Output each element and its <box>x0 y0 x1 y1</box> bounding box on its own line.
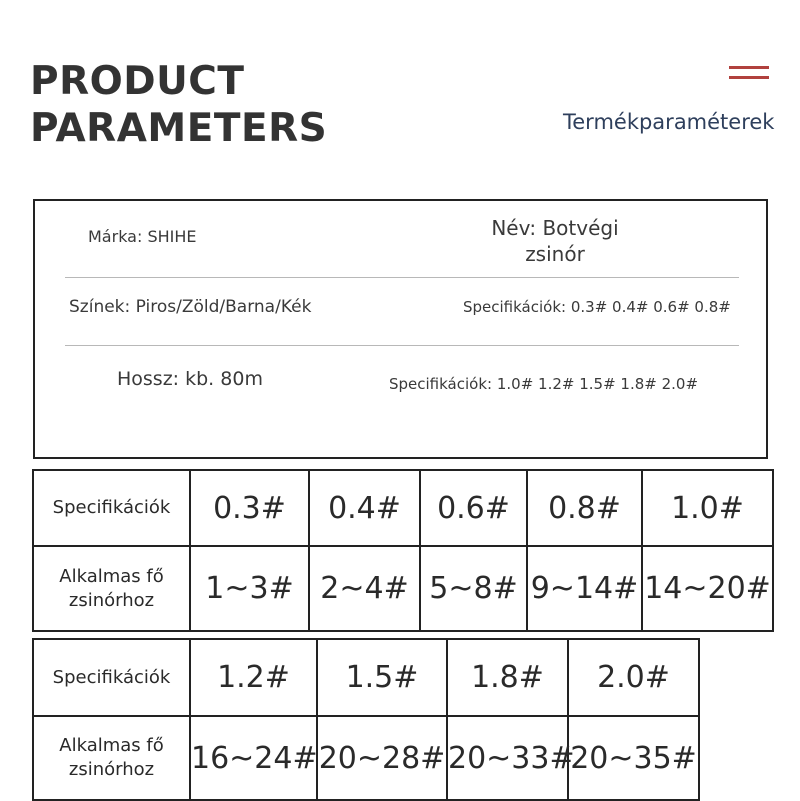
suitable-label-cell <box>33 716 190 800</box>
spec-label-cell: Specifikációk <box>33 470 190 546</box>
spec-cell: 1.8# <box>447 639 568 716</box>
colors-text: Színek: Piros/Zöld/Barna/Kék <box>69 297 312 317</box>
product-info-box <box>33 199 768 459</box>
spec-text-a: Specifikációk: 0.3# 0.4# 0.6# 0.8# <box>463 298 731 316</box>
suitable-cell: 20~35# <box>568 716 699 800</box>
spec-table-2 <box>32 638 700 801</box>
spec-cell: 0.3# <box>190 470 309 546</box>
spec-cell: 1.0# <box>642 470 773 546</box>
suitable-cell: 5~8# <box>420 546 527 631</box>
suitable-cell: 14~20# <box>642 546 773 631</box>
suitable-cell: 2~4# <box>309 546 420 631</box>
suitable-cell: 9~14# <box>527 546 642 631</box>
spec-label-cell: Specifikációk <box>33 639 190 716</box>
spec-text-b: Specifikációk: 1.0# 1.2# 1.5# 1.8# 2.0# <box>389 375 699 393</box>
product-name-line-2: zsinór <box>525 242 585 266</box>
suitable-label-line-1: Alkalmas fő <box>59 565 164 587</box>
page-title <box>30 58 327 152</box>
suitable-cell: 20~28# <box>317 716 447 800</box>
suitable-label-cell <box>33 546 190 631</box>
product-name-text <box>445 215 665 267</box>
decorative-line-bottom <box>729 76 769 79</box>
page-subtitle: Termékparaméterek <box>563 110 775 134</box>
spec-cell: 2.0# <box>568 639 699 716</box>
spec-cell: 1.2# <box>190 639 317 716</box>
spec-table-1 <box>32 469 774 632</box>
table-row <box>33 546 773 631</box>
brand-text: Márka: SHIHE <box>88 227 197 246</box>
divider-2 <box>65 345 739 346</box>
length-text: Hossz: kb. 80m <box>117 368 263 390</box>
divider-1 <box>65 277 739 278</box>
table-row <box>33 470 773 546</box>
spec-cell: 0.6# <box>420 470 527 546</box>
product-name-line-1: Név: Botvégi <box>491 216 619 240</box>
spec-cell: 0.8# <box>527 470 642 546</box>
suitable-label-line-1: Alkalmas fő <box>59 735 164 756</box>
spec-cell: 1.5# <box>317 639 447 716</box>
suitable-cell: 1~3# <box>190 546 309 631</box>
page-title-line-1: PRODUCT <box>30 59 245 104</box>
decorative-line-top <box>729 66 769 69</box>
suitable-label-line-2: zsinórhoz <box>68 589 155 611</box>
table-row <box>33 639 699 716</box>
suitable-cell: 16~24# <box>190 716 317 800</box>
suitable-label-line-2: zsinórhoz <box>68 759 155 780</box>
page-title-line-2: PARAMETERS <box>30 106 328 151</box>
suitable-cell: 20~33# <box>447 716 568 800</box>
table-row <box>33 716 699 800</box>
spec-cell: 0.4# <box>309 470 420 546</box>
